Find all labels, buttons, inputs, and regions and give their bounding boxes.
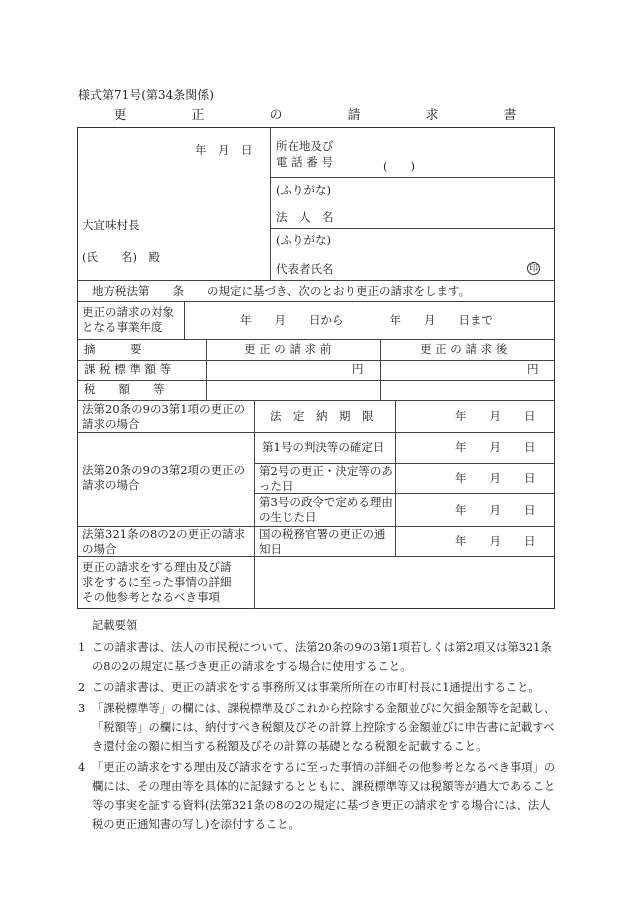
sub4-date-field[interactable]: 年 月 日 (455, 534, 536, 548)
instruction-text: 「更正の請求をする理由及び請求をするに至った事情の詳細その他参考となるべき事項」の欄には、その理由等を具体的に記録するとともに、課税標準等又は税額等が過大であること等の事実を証する資料(法第321条の8の2の規定に基づき更正の請求をする場合には、法人税の更正通知書の写し)を添付すること。 (92, 761, 556, 831)
tax-amount-label: 税 額 等 (84, 382, 165, 396)
reason-field[interactable] (256, 558, 554, 608)
document-title: 更 正 の 請 求 書 (113, 108, 543, 123)
grid-line (77, 339, 555, 340)
phone-label: 電 話 番 号 (276, 155, 333, 169)
instruction-number: 3 (78, 702, 86, 715)
instruction-item (78, 678, 558, 697)
instruction-text: この請求書は、更正の請求をする事務所又は事業所所在の市町村長に1通提出すること。 (92, 681, 540, 694)
grid-line (380, 339, 381, 400)
addressee-village: 大宜味村長 (82, 218, 140, 232)
addressee-name: (氏 名) 殿 (82, 250, 160, 264)
grid-line (77, 280, 555, 281)
sub3-date-field[interactable]: 年 月 日 (455, 503, 536, 517)
sub1-date-field[interactable]: 年 月 日 (455, 440, 536, 454)
deadline-label: 法 定 納 期 限 (270, 409, 374, 423)
form-number: 様式第71号(第34条関係) (78, 88, 214, 102)
case3-label: 法第321条の8の2の更正の請求の場合 (82, 527, 246, 556)
reason-label: その他参考となるべき事項 (82, 590, 220, 604)
yen-unit: 円 (527, 362, 539, 376)
grid-line (184, 301, 185, 339)
representative-label: 代表者氏名 (276, 262, 334, 276)
furigana-label: (ふりがな) (276, 233, 331, 247)
grid-line (271, 177, 555, 178)
address-label: 所在地及び (276, 139, 334, 153)
date-field[interactable]: 年 月 日 (195, 143, 253, 157)
deadline-date-field[interactable]: 年 月 日 (455, 409, 536, 423)
before-header: 更 正 の 請 求 前 (244, 342, 332, 356)
grid-line (77, 400, 555, 401)
phone-field[interactable]: ( ) (383, 159, 415, 173)
furigana-label: (ふりがな) (276, 183, 331, 197)
grid-line (206, 339, 207, 400)
instruction-item (78, 758, 558, 834)
sub2-date-field[interactable]: 年 月 日 (455, 471, 536, 485)
grid-line (254, 400, 255, 609)
case2-label: 法第20条の9の3第2項の更正の請求の場合 (82, 463, 246, 492)
statement-text: 地方税法第 条 の規定に基づき、次のとおり更正の請求をします。 (92, 284, 471, 298)
reason-label: 求をするに至った事情の詳細 (82, 575, 232, 589)
grid-line (271, 228, 555, 229)
instruction-item (78, 638, 558, 676)
seal-icon: 印 (528, 264, 538, 274)
grid-line (77, 432, 555, 433)
grid-line (77, 360, 555, 361)
reason-label: 更正の請求をする理由及び請 (82, 560, 232, 574)
instruction-number: 1 (78, 641, 86, 654)
sub3-label: 第3号の政令で定める理由の生じた日 (259, 495, 393, 524)
instruction-item (78, 699, 558, 756)
grid-line (77, 301, 555, 302)
header-divider (270, 128, 271, 280)
instruction-number: 4 (78, 761, 86, 774)
target-year-label: となる事業年度 (82, 320, 163, 334)
instruction-text: この請求書は、法人の市民税について、法第20条の9の3第1項若しくは第2項又は第321条の8の2の規定に基づき更正の請求をする場合に使用すること。 (92, 641, 552, 673)
after-header: 更 正 の 請 求 後 (420, 342, 508, 356)
instruction-number: 2 (78, 681, 86, 694)
grid-line (395, 400, 396, 556)
instructions-heading: 記載要領 (92, 619, 138, 632)
instructions (78, 616, 558, 836)
case1-label: 法第20条の9の3第1項の更正の請求の場合 (82, 402, 246, 431)
sub2-label: 第2号の更正・決定等のあった日 (259, 464, 393, 493)
sub4-label: 国の税務官署の更正の通知日 (259, 527, 386, 556)
yen-unit: 円 (352, 362, 364, 376)
sub1-label: 第1号の判決等の確定日 (262, 440, 385, 454)
instruction-text: 「課税標準等」の欄には、課税標準及びこれから控除する金額並びに欠損金額等を記載し、「税額等」の欄には、納付すべき税額及びその計算上控除する金額並びに申告書に記載すべき還付金の額に相当する税額及びその計算の基礎となる税額を記載すること。 (92, 702, 556, 753)
target-year-field[interactable]: 年 月 日から 年 月 日まで (240, 313, 493, 327)
summary-header: 摘 要 (84, 342, 142, 356)
corp-name-label: 法 人 名 (276, 210, 334, 224)
target-year-label: 更正の請求の対象 (82, 305, 174, 319)
tax-base-label: 課 税 標 準 額 等 (84, 362, 172, 376)
grid-line (77, 380, 555, 381)
